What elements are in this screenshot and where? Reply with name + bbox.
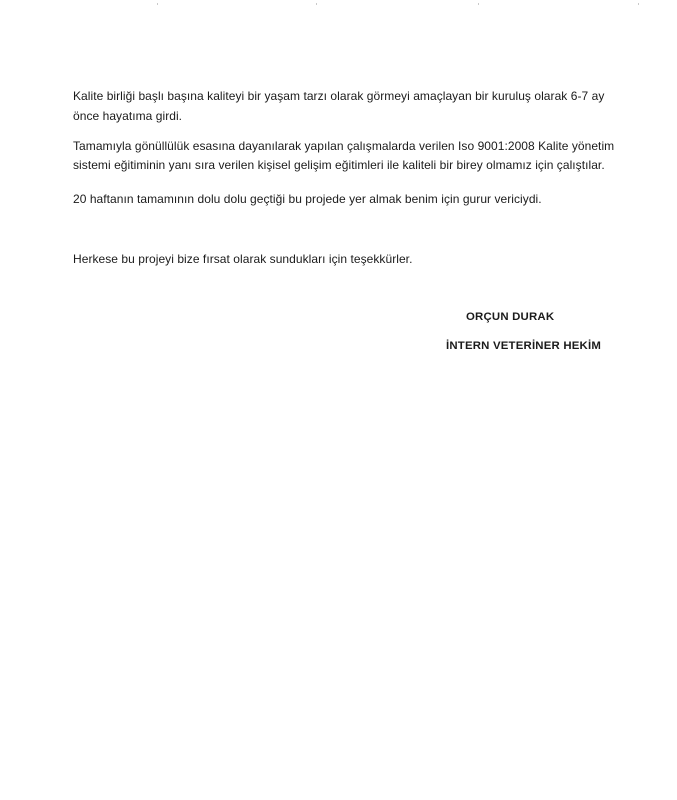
signature-name: ORÇUN DURAK <box>466 311 555 323</box>
signature-title: İNTERN VETERİNER HEKİM <box>446 340 602 352</box>
paragraph-4-line-1: Herkese bu projeyi bize fırsat olarak sundukları için teşekkürler. <box>73 252 413 266</box>
scan-speck <box>157 3 158 5</box>
paragraph-1-line-1: Kalite birliği başlı başına kaliteyi bir yaşam tarzı olarak görmeyi amaçlayan bir kuruluş olarak 6-7 ay <box>73 89 605 103</box>
paragraph-3-line-1: 20 haftanın tamamının dolu dolu geçtiği bu projede yer almak benim için gurur vericiydi. <box>73 192 542 206</box>
scan-speck <box>638 3 639 5</box>
paragraph-1-line-2: önce hayatıma girdi. <box>73 109 183 123</box>
paragraph-2-line-2: sistemi eğitiminin yanı sıra verilen kişisel gelişim eğitimleri ile kaliteli bir birey olmamız için çalıştılar. <box>73 158 605 172</box>
scan-speck <box>478 3 479 5</box>
scan-speck <box>316 3 317 5</box>
paragraph-2-line-1: Tamamıyla gönüllülük esasına dayanılarak yapılan çalışmalarda verilen Iso 9001:2008 Kalite yönetim <box>73 139 615 153</box>
